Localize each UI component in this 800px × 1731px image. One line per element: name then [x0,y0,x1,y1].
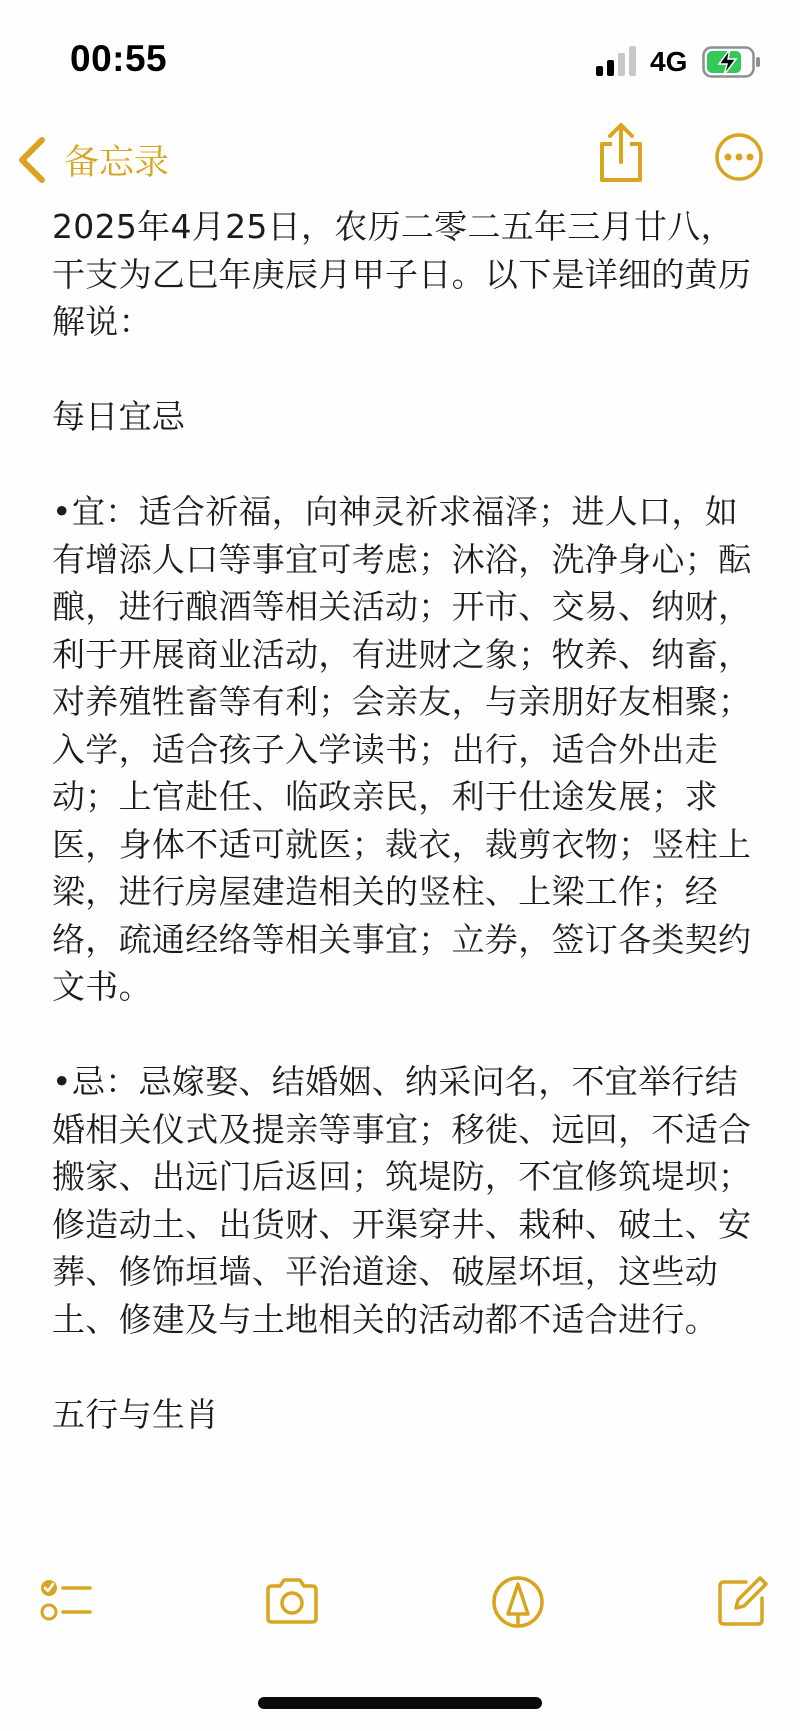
network-label: 4G [650,46,688,77]
section-title-wuxing: 五行与生肖 [52,1394,219,1434]
battery-charging-icon [702,46,762,78]
blank-line [52,1343,758,1391]
section-title-daily: 每日宜忌 [52,397,186,436]
ji-paragraph [52,1058,758,1343]
yi-paragraph [52,488,758,1011]
compose-icon[interactable] [712,1572,772,1632]
bottom-toolbar [0,1572,800,1652]
back-button[interactable] [16,130,169,190]
markup-pen-icon[interactable] [488,1572,548,1632]
more-icon[interactable] [714,132,764,182]
signal-icon [596,46,638,76]
share-icon[interactable] [596,122,646,186]
ji-text: 忌：忌嫁娶、结婚姻、纳采问名，不宜举行结婚相关仪式及提亲等事宜；移徙、远回，不适合搬家、出远门后返回；筑堤防，不宜修筑堤坝；修造动土、出货财、开渠穿井、栽种、破土、安葬、修饰垣墙、平治道途、破屋坏垣，这些动土、修建及与土地相关的活动都不适合进行。 [52,1062,752,1339]
status-time: 00:55 [70,38,168,79]
nav-bar [0,120,800,210]
chevron-left-icon [16,136,50,184]
note-body[interactable] [52,203,758,1438]
yi-text: 宜：适合祈福，向神灵祈求福泽；进人口，如有增添人口等事宜可考虑；沐浴，洗净身心；酝酿，进行酿酒等相关活动；开市、交易、纳财，利于开展商业活动，有进财之象；牧养、纳畜，对养殖牲畜等有利；会亲友，与亲朋好友相聚；入学，适合孩子入学读书；出行，适合外出走动；上官赴任、临政亲民，利于仕途发展；求医，身体不适可就医；裁衣，裁剪衣物；竖柱上梁，进行房屋建造相关的竖柱、上梁工作；经络，疏通经络等相关事宜；立券，签订各类契约文书。 [52,492,752,1006]
blank-line [52,1011,758,1059]
note-intro: 2025年4月25日，农历二零二五年三月廿八，干支为乙巳年庚辰月甲子日。以下是详细的黄历解说： [52,207,752,341]
camera-icon[interactable] [262,1572,322,1632]
bullet-mark: • [52,1062,72,1101]
blank-line [52,346,758,394]
checklist-icon[interactable] [38,1572,98,1632]
home-indicator[interactable] [258,1697,542,1709]
bullet-mark: • [52,492,72,531]
back-label: 备忘录 [64,143,170,183]
blank-line [52,441,758,489]
status-bar [0,0,800,120]
